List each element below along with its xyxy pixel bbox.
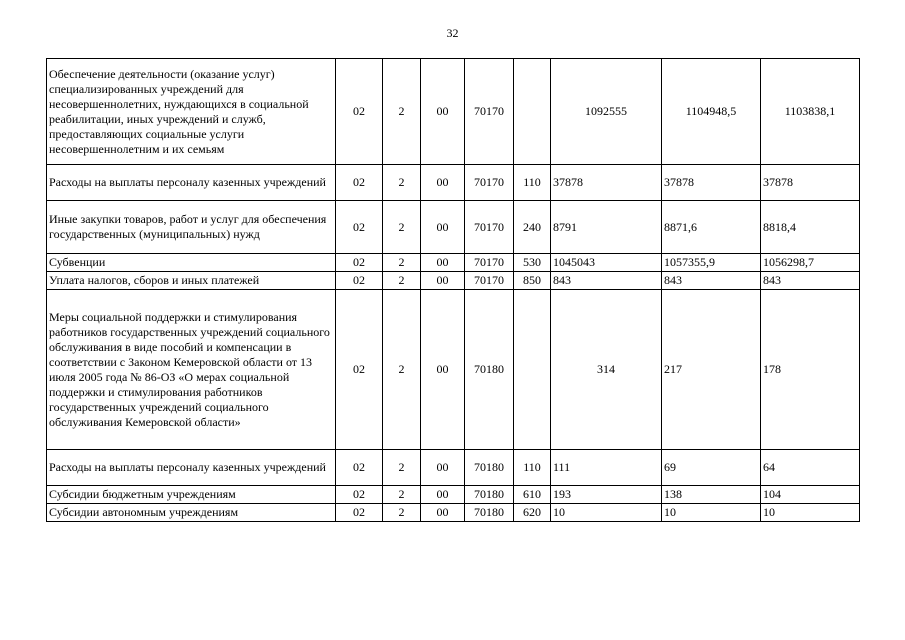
subsection-code: 2 <box>383 272 421 290</box>
subsection-code: 2 <box>383 165 421 201</box>
row-name: Иные закупки товаров, работ и услуг для обеспечения государственных (муниципальных) нужд <box>47 201 336 254</box>
target-code: 70180 <box>465 290 514 450</box>
table-row <box>47 486 860 504</box>
program-code: 00 <box>421 290 465 450</box>
value-year-2: 138 <box>662 486 761 504</box>
target-code: 70170 <box>465 272 514 290</box>
table-row <box>47 504 860 522</box>
target-code: 70170 <box>465 165 514 201</box>
value-year-2: 37878 <box>662 165 761 201</box>
expense-type-code: 110 <box>514 165 551 201</box>
target-code: 70180 <box>465 486 514 504</box>
subsection-code: 2 <box>383 290 421 450</box>
program-code: 00 <box>421 59 465 165</box>
table-row <box>47 201 860 254</box>
value-year-3: 178 <box>761 290 860 450</box>
row-name: Расходы на выплаты персоналу казенных учреждений <box>47 165 336 201</box>
value-year-1: 8791 <box>551 201 662 254</box>
page-number: 32 <box>446 26 459 40</box>
value-year-3: 843 <box>761 272 860 290</box>
program-code: 00 <box>421 272 465 290</box>
section-code: 02 <box>336 504 383 522</box>
value-year-2: 1104948,5 <box>662 59 761 165</box>
subsection-code: 2 <box>383 254 421 272</box>
program-code: 00 <box>421 486 465 504</box>
table-row <box>47 165 860 201</box>
table-row <box>47 59 860 165</box>
table-row <box>47 272 860 290</box>
section-code: 02 <box>336 450 383 486</box>
row-name: Субвенции <box>47 254 336 272</box>
value-year-1: 843 <box>551 272 662 290</box>
expense-type-code: 850 <box>514 272 551 290</box>
value-year-1: 37878 <box>551 165 662 201</box>
value-year-1: 193 <box>551 486 662 504</box>
row-name: Расходы на выплаты персоналу казенных учреждений <box>47 450 336 486</box>
target-code: 70170 <box>465 59 514 165</box>
table-row <box>47 254 860 272</box>
row-name: Субсидии автономным учреждениям <box>47 504 336 522</box>
expense-type-code: 610 <box>514 486 551 504</box>
row-name: Меры социальной поддержки и стимулирования работников государственных учреждений социального обслуживания в виде пособий и компенсации в соответствии с Законом Кемеровской области от 13 июля 2005 года № 86-ОЗ «О мерах социальной поддержки и стимулирования работников государственных учреждений социального обслуживания Кемеровской области» <box>47 290 336 450</box>
section-code: 02 <box>336 254 383 272</box>
target-code: 70170 <box>465 201 514 254</box>
subsection-code: 2 <box>383 201 421 254</box>
expense-type-code: 240 <box>514 201 551 254</box>
value-year-1: 10 <box>551 504 662 522</box>
row-name: Обеспечение деятельности (оказание услуг) специализированных учреждений для несовершеннолетних, нуждающихся в социальной реабилитации, иных учреждений и служб, предоставляющих социальные услуги несовершеннолетним и их семьям <box>47 59 336 165</box>
value-year-1: 314 <box>551 290 662 450</box>
value-year-2: 8871,6 <box>662 201 761 254</box>
section-code: 02 <box>336 486 383 504</box>
expense-type-code <box>514 59 551 165</box>
target-code: 70180 <box>465 504 514 522</box>
target-code: 70170 <box>465 254 514 272</box>
value-year-3: 104 <box>761 486 860 504</box>
value-year-1: 1092555 <box>551 59 662 165</box>
table-row <box>47 450 860 486</box>
value-year-2: 69 <box>662 450 761 486</box>
subsection-code: 2 <box>383 59 421 165</box>
expense-type-code: 110 <box>514 450 551 486</box>
subsection-code: 2 <box>383 486 421 504</box>
value-year-2: 10 <box>662 504 761 522</box>
budget-table <box>46 58 860 522</box>
section-code: 02 <box>336 272 383 290</box>
program-code: 00 <box>421 450 465 486</box>
value-year-1: 111 <box>551 450 662 486</box>
table-row <box>47 290 860 450</box>
value-year-3: 64 <box>761 450 860 486</box>
value-year-2: 1057355,9 <box>662 254 761 272</box>
section-code: 02 <box>336 201 383 254</box>
program-code: 00 <box>421 504 465 522</box>
subsection-code: 2 <box>383 450 421 486</box>
value-year-3: 1103838,1 <box>761 59 860 165</box>
target-code: 70180 <box>465 450 514 486</box>
section-code: 02 <box>336 290 383 450</box>
program-code: 00 <box>421 165 465 201</box>
section-code: 02 <box>336 59 383 165</box>
value-year-3: 10 <box>761 504 860 522</box>
value-year-3: 37878 <box>761 165 860 201</box>
value-year-3: 1056298,7 <box>761 254 860 272</box>
subsection-code: 2 <box>383 504 421 522</box>
value-year-1: 1045043 <box>551 254 662 272</box>
expense-type-code: 620 <box>514 504 551 522</box>
row-name: Субсидии бюджетным учреждениям <box>47 486 336 504</box>
value-year-3: 8818,4 <box>761 201 860 254</box>
section-code: 02 <box>336 165 383 201</box>
program-code: 00 <box>421 254 465 272</box>
row-name: Уплата налогов, сборов и иных платежей <box>47 272 336 290</box>
value-year-2: 217 <box>662 290 761 450</box>
expense-type-code <box>514 290 551 450</box>
program-code: 00 <box>421 201 465 254</box>
value-year-2: 843 <box>662 272 761 290</box>
expense-type-code: 530 <box>514 254 551 272</box>
